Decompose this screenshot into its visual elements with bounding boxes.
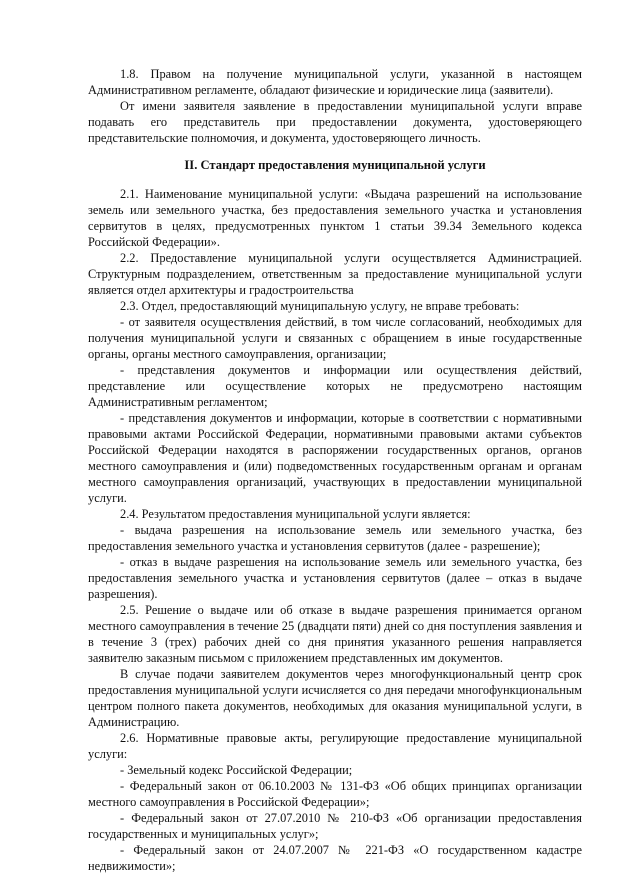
paragraph-2-1: 2.1. Наименование муниципальной услуги: «Выдача разрешений на использование земель или земельного участка, без предоставления земельного участка и установления сервитутов в целях, предусмотренных пунктом 1 статьи 39.34 Земельного кодекса Российской Федерации».: [88, 187, 582, 249]
paragraph-2-2: 2.2. Предоставление муниципальной услуги осуществляется Администрацией. Структурным подразделением, ответственным за предоставление муниципальной услуги является отдел архитектуры и градостроительства: [88, 251, 582, 297]
paragraph-2-5: 2.5. Решение о выдаче или об отказе в выдаче разрешения принимается органом местного самоуправления в течение 25 (двадцати пяти) дней со дня поступления заявления и в течение 3 (трех) рабочих дней со дня принятия указанного решения направляется заявителю заказным письмом с приложением представленных им документов.: [88, 603, 582, 665]
paragraph-2-3-item: - представления документов и информации, которые в соответствии с нормативными правовыми актами Российской Федерации, нормативными правовыми актами субъектов Российской Федерации находятся в распоряжении государственных органов, органов местного самоуправления и (или) подведомственных государственным органам и органам местного самоуправления организаций, участвующих в предоставлении муниципальной услуги.: [88, 411, 582, 505]
paragraph-2-4-item: - отказ в выдаче разрешения на использование земель или земельного участка, без предоставления земельного участка и установления сервитутов (далее – отказ в выдаче разрешения).: [88, 555, 582, 601]
paragraph-2-6: 2.6. Нормативные правовые акты, регулирующие предоставление муниципальной услуги:: [88, 731, 582, 761]
paragraph-2-3-item: - от заявителя осуществления действий, в том числе согласований, необходимых для получения муниципальной услуги и связанных с обращением в иные государственные органы, органы местного самоуправления, организации;: [88, 315, 582, 361]
paragraph-2-6-item: - Федеральный закон от 24.07.2007 № 221-ФЗ «О государственном кадастре недвижимости»;: [88, 843, 582, 873]
paragraph-2-6-item: - Земельный кодекс Российской Федерации;: [120, 763, 353, 777]
paragraph-2-4: 2.4. Результатом предоставления муниципальной услуги является:: [120, 507, 471, 521]
paragraph-2-4-item: - выдача разрешения на использование земель или земельного участка, без предоставления земельного участка и установления сервитутов (далее - разрешение);: [88, 523, 582, 553]
paragraph-1-8: 1.8. Правом на получение муниципальной услуги, указанной в настоящем Административном регламенте, обладают физические и юридические лица (заявители).: [88, 67, 582, 97]
paragraph-representative: От имени заявителя заявление в предоставлении муниципальной услуги вправе подавать его представитель при предоставлении документа, удостоверяющего представительские полномочия, и документа, удостоверяющего личность.: [88, 99, 582, 145]
section-heading: II. Стандарт предоставления муниципальной услуги: [184, 158, 486, 172]
paragraph-2-3-item: - представления документов и информации или осуществления действий, представление или осуществление которых не предусмотрено настоящим Административным регламентом;: [88, 363, 582, 409]
paragraph-2-6-item: - Федеральный закон от 27.07.2010 № 210-ФЗ «Об организации предоставления государственных и муниципальных услуг»;: [88, 811, 582, 841]
paragraph-mfc: В случае подачи заявителем документов через многофункциональный центр срок предоставления муниципальной услуги исчисляется со дня передачи многофункциональным центром полного пакета документов, необходимых для оказания муниципальной услуги, в Администрацию.: [88, 667, 582, 729]
paragraph-2-3: 2.3. Отдел, предоставляющий муниципальную услугу, не вправе требовать:: [120, 299, 520, 313]
document-page: [88, 66, 582, 874]
paragraph-2-6-item: - Федеральный закон от 06.10.2003 № 131-ФЗ «Об общих принципах организации местного самоуправления в Российской Федерации»;: [88, 779, 582, 809]
